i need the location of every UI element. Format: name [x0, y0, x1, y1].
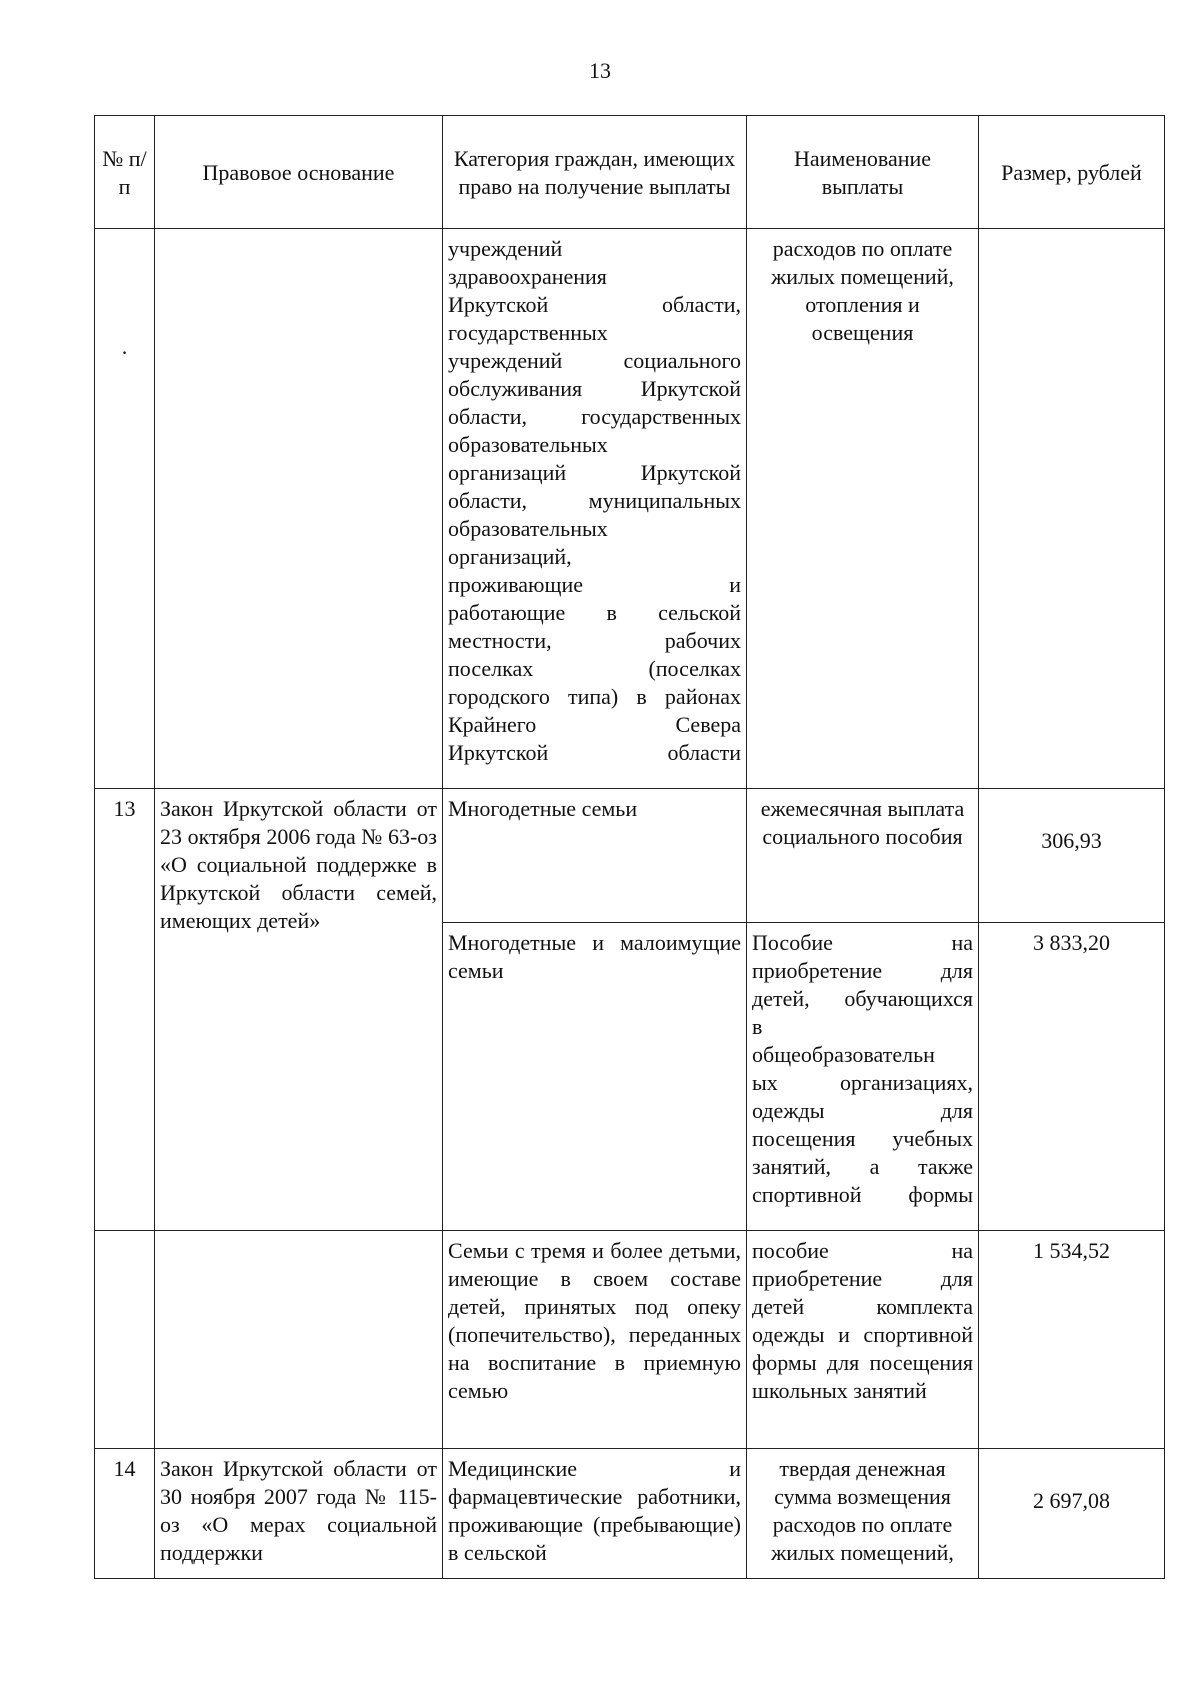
text-line: Пособие на: [752, 930, 973, 955]
text-line: проживающие и: [448, 572, 741, 597]
text-line: детей, обучающихся: [752, 986, 973, 1011]
text-line: учреждений социального: [448, 348, 741, 373]
cell-payment-name: пособие на приобретение для детей комплекта одежды и спортивной формы для посещения школьных занятий: [747, 1231, 979, 1449]
benefits-table: [94, 115, 1165, 1579]
text-line: здравоохранения: [448, 264, 607, 289]
cell-category: Многодетные и малоимущие семьи: [443, 923, 747, 1231]
cell-category: Семьи с тремя и более детьми, имеющие в своем составе детей, принятых под опеку (попечительство), переданных на воспитание в приемную семью: [443, 1231, 747, 1449]
text-line: местности, рабочих: [448, 628, 741, 653]
text-line: Иркутской области: [448, 740, 741, 765]
page-number: 13: [589, 58, 611, 83]
table-row-continuation: [95, 229, 1165, 789]
cell-legal-basis: [155, 1231, 443, 1449]
cell-amount: 2 697,08: [979, 1449, 1165, 1579]
cell-payment-name: расходов по оплате жилых помещений, отопления и освещения: [747, 229, 979, 789]
cell-amount: 1 534,52: [979, 1231, 1165, 1449]
text-line: одежды для: [752, 1098, 973, 1123]
header-legal-basis: Правовое основание: [155, 116, 443, 229]
text-line: государственных: [448, 320, 608, 345]
table-row-13a: [95, 789, 1165, 923]
cell-payment-name: твердая денежная сумма возмещения расходов по оплате жилых помещений,: [747, 1449, 979, 1579]
table-row-14: [95, 1449, 1165, 1579]
text-line: организаций Иркутской: [448, 460, 741, 485]
cell-payment-name: ежемесячная выплата социального пособия: [747, 789, 979, 923]
text-line: области, муниципальных: [448, 488, 741, 513]
header-amount: Размер, рублей: [979, 116, 1165, 229]
cell-no: ·: [95, 229, 155, 789]
cell-category: [443, 229, 747, 789]
text-line: занятий, а также: [752, 1154, 973, 1179]
text-line: образовательных: [448, 432, 608, 457]
text-line: ых организациях,: [752, 1070, 973, 1095]
cell-amount: 306,93: [979, 789, 1165, 923]
text-line: Крайнего Севера: [448, 712, 741, 737]
text-line: городского типа) в районах: [448, 684, 741, 709]
cell-payment-name: [747, 923, 979, 1231]
cell-amount: 3 833,20: [979, 923, 1165, 1231]
header-category: Категория граждан, имеющих право на получение выплаты: [443, 116, 747, 229]
payment-lines: [752, 929, 973, 1209]
text-line: приобретение для: [752, 958, 973, 983]
cell-legal-basis: Закон Иркутской области от 23 октября 2006 года № 63-оз «О социальной поддержке в Иркутской области семей, имеющих детей»: [155, 789, 443, 1231]
table-row-13c: [95, 1231, 1165, 1449]
cell-amount: [979, 229, 1165, 789]
header-no: № п/п: [95, 116, 155, 229]
text-line: области, государственных: [448, 404, 741, 429]
cell-no: [95, 1231, 155, 1449]
text-line: организаций,: [448, 544, 572, 569]
text-line: в: [752, 1014, 763, 1039]
header-payment-name: Наименование выплаты: [747, 116, 979, 229]
text-line: учреждений: [448, 236, 563, 261]
cell-no: 13: [95, 789, 155, 1231]
cell-category: Многодетные семьи: [443, 789, 747, 923]
cell-no: 14: [95, 1449, 155, 1579]
text-line: спортивной формы: [752, 1182, 973, 1207]
text-line: Иркутской области,: [448, 292, 741, 317]
text-line: посещения учебных: [752, 1126, 973, 1151]
cell-legal-basis: [155, 229, 443, 789]
cell-category: Медицинские и фармацевтические работники, проживающие (пребывающие) в сельской: [443, 1449, 747, 1579]
category-lines: [448, 235, 741, 767]
text-line: общеобразовательн: [752, 1042, 935, 1067]
text-line: обслуживания Иркутской: [448, 376, 741, 401]
table-header-row: [95, 116, 1165, 229]
text-line: работающие в сельской: [448, 600, 741, 625]
text-line: поселках (поселках: [448, 656, 741, 681]
text-line: образовательных: [448, 516, 608, 541]
cell-legal-basis: Закон Иркутской области от 30 ноября 2007 года № 115-оз «О мерах социальной поддержки: [155, 1449, 443, 1579]
